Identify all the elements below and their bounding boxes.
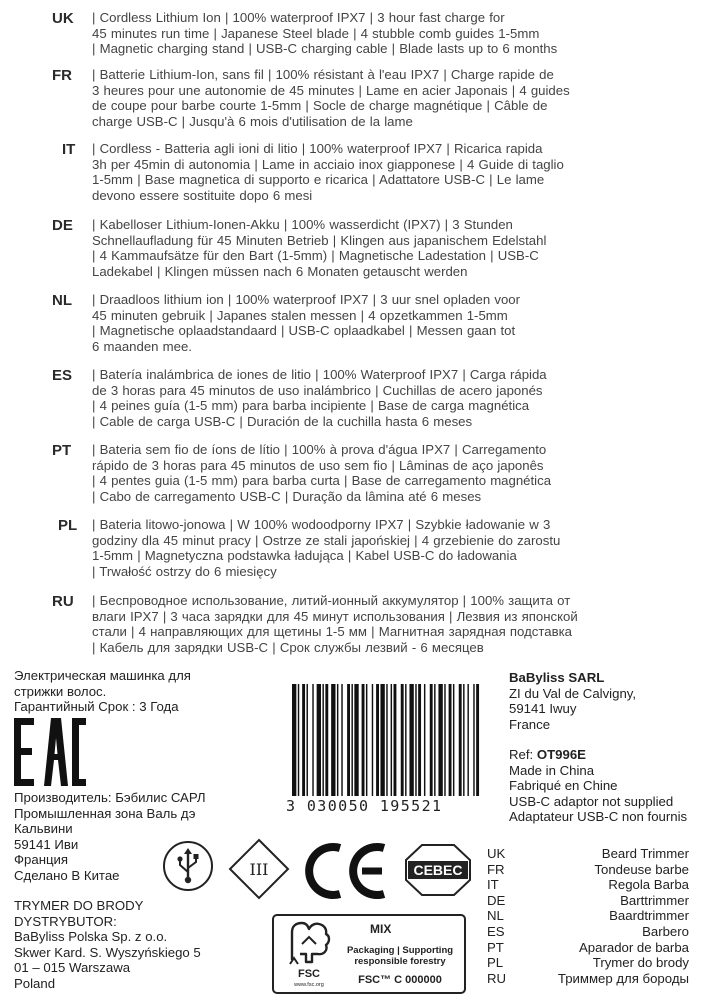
ref-label: Ref: xyxy=(509,747,534,762)
text-line: Fabriqué en Chine xyxy=(509,778,618,793)
text-line: 01 – 015 Warszawa xyxy=(14,960,131,975)
barcode-bar xyxy=(409,684,413,796)
text-line: devono essere sostituite dopo 6 mesi xyxy=(92,187,313,203)
lang-code: PT xyxy=(487,939,504,955)
ref-value: OT996E xyxy=(536,747,586,762)
text-line: | 4 pentes guia (1-5 mm) para barba curta | Base de carregamento magnética xyxy=(92,473,552,489)
lang-code: PL xyxy=(487,955,504,971)
product-name-row xyxy=(487,908,689,924)
product-name-row xyxy=(487,846,689,862)
barcode-bar xyxy=(438,684,442,796)
cebec-label: CEBEC xyxy=(413,862,463,878)
text-line: France xyxy=(509,716,551,732)
text-line: | Cable de carga USB-C | Duración de la cuchilla hasta 6 meses xyxy=(92,413,473,429)
text-line: DYSTRYBUTOR: xyxy=(14,913,117,929)
barcode-bar xyxy=(307,684,308,796)
text-line: BaByliss Polska Sp. z o.o. xyxy=(14,929,168,944)
barcode-bar xyxy=(430,684,433,796)
lang-description xyxy=(92,217,652,279)
barcode-bar xyxy=(302,684,305,796)
barcode-bar xyxy=(366,684,367,796)
lang-code: FR xyxy=(52,67,72,84)
class-iii-label: III xyxy=(249,860,269,879)
text-line: de 3 horas para 45 minutos de uso inalámbrico | Cuchillas de acero japonés xyxy=(92,382,543,398)
text-line: 1-5mm | Magnetyczna podstawka ładująca | Kabel USB-C do ładowania xyxy=(92,548,517,564)
text-line: | Кабель для зарядки USB-C | Срок службы лезвий - 6 месяцев xyxy=(92,639,484,655)
barcode-bar xyxy=(459,684,462,796)
text-line: | 4 peines guía (1-5 mm) para barba incipiente | Base de carga magnética xyxy=(92,398,530,414)
text-line: ZI du Val de Calvigny, xyxy=(509,685,637,701)
lang-code: PL xyxy=(58,517,78,534)
text-line: Ladekabel | Klingen müssen nach 6 Monaten getauscht werden xyxy=(92,263,468,279)
text-line: godziny dla 45 minut pracy | Ostrze ze stali japońskiej | 4 grzebienie do zarostu xyxy=(92,532,561,548)
lang-code: ES xyxy=(487,923,505,939)
lang-code: ES xyxy=(52,367,73,384)
product-name: Beard Trimmer xyxy=(601,846,689,861)
text-line: Poland xyxy=(14,975,56,991)
lang-code: NL xyxy=(52,292,72,309)
reference-info xyxy=(509,747,699,825)
lang-description xyxy=(92,367,652,429)
lang-description xyxy=(92,10,652,57)
barcode-bar xyxy=(376,684,379,796)
text-line: Adaptateur USB-C non fournis xyxy=(509,809,688,824)
cebec-icon xyxy=(402,842,474,898)
barcode-bar xyxy=(444,684,445,796)
barcode-bar xyxy=(325,684,328,796)
product-names-table xyxy=(487,846,689,986)
lang-code: DE xyxy=(487,892,506,908)
text-line: Электрическая машинка для xyxy=(14,668,191,683)
barcode-bar xyxy=(467,684,468,796)
product-name: Aparador de barba xyxy=(579,939,689,955)
barcode-bar xyxy=(312,684,313,796)
text-line: влаги IPX7 | 3 часа зарядки для 45 минут использования | Лезвия из японской xyxy=(92,608,578,624)
text-line: TRYMER DO BRODY xyxy=(14,898,144,913)
product-name-row xyxy=(487,862,689,878)
text-line: 59141 Iwuy xyxy=(509,701,577,716)
product-name-row xyxy=(487,955,689,971)
lang-code: UK xyxy=(52,10,74,27)
fsc-claim xyxy=(338,945,462,967)
text-line: charge USB-C | Jusqu'à 6 mois d'utilisation de la lame xyxy=(92,113,413,129)
fsc-claim-line: responsible forestry xyxy=(354,956,446,967)
class-iii-icon xyxy=(228,838,290,900)
product-name: Tondeuse barbe xyxy=(594,861,689,877)
text-line: | Kabelloser Lithium-Ionen-Akku | 100% wasserdicht (IPX7) | 3 Stunden xyxy=(92,217,513,232)
text-line: | Trwałość ostrzy do 6 miesięcy xyxy=(92,563,277,579)
lang-description xyxy=(92,67,652,129)
lang-description xyxy=(92,593,652,655)
barcode-bar xyxy=(322,684,323,796)
lang-code: IT xyxy=(487,877,499,893)
text-line: 45 minutes run time | Japanese Steel blade | 4 stubble comb guides 1-5mm xyxy=(92,25,540,41)
barcode-digits: 3 030050 195521 xyxy=(286,797,443,815)
text-line: | Bateria sem fio de íons de lítio | 100% à prova d'água IPX7 | Carregamento xyxy=(92,442,547,457)
lang-code: FR xyxy=(487,861,505,877)
text-line: | Magnetic charging stand | USB-C charging cable | Blade lasts up to 6 months xyxy=(92,41,558,57)
text-line: | Batterie Lithium-Ion, sans fil | 100% résistant à l'eau IPX7 | Charge rapide de xyxy=(92,67,554,82)
text-line: | Bateria litowo-jonowa | W 100% wodoodporny IPX7 | Szybkie ładowanie w 3 xyxy=(92,517,551,532)
barcode-bar xyxy=(415,684,416,796)
product-name-row xyxy=(487,924,689,940)
barcode-bar xyxy=(372,684,373,796)
barcode-bar xyxy=(380,684,384,796)
lang-code: IT xyxy=(62,141,76,158)
pl-distributor-info xyxy=(14,898,274,991)
barcode-bar xyxy=(362,684,365,796)
text-line: Гарантийный Срок : 3 Года xyxy=(14,699,179,714)
barcode-bar xyxy=(331,684,335,796)
text-line: Производитель: Бэбилис САРЛ xyxy=(14,790,206,805)
text-line: de coupe pour barbe courte 1-5mm | Socle de charge magnétique | Câble de xyxy=(92,98,548,114)
fsc-claim-line: Packaging | Supporting xyxy=(346,945,454,956)
text-line: USB-C adaptor not supplied xyxy=(509,793,674,809)
text-line: 45 minuten gebruik | Japanes stalen messen | 4 opzetkammen 1-5mm xyxy=(92,307,508,323)
barcode-bar xyxy=(347,684,350,796)
text-line: | 4 Kammaufsätze für den Bart (1-5mm) | Magnetische Ladestation | USB-C xyxy=(92,248,539,264)
barcode-bar xyxy=(418,684,421,796)
text-line: 3 heures pour une autonomie de 45 minutes | Lame en acier Japonais | 4 guides xyxy=(92,82,570,98)
text-line: | Cabo de carregamento USB-C | Duração da lâmina até 6 meses xyxy=(92,488,482,504)
barcode-bar xyxy=(453,684,454,796)
lang-description xyxy=(92,517,652,579)
fsc-url: www.fsc.org xyxy=(294,982,324,988)
barcode-bar xyxy=(386,684,387,796)
lang-code: UK xyxy=(487,846,506,861)
text-line: Сделано В Китае xyxy=(14,867,120,883)
product-name: Regola Barba xyxy=(608,877,689,893)
product-name: Trymer do brody xyxy=(592,955,689,971)
text-line: Кальвини xyxy=(14,821,73,836)
text-line: Skwer Kard. S. Wyszyńskiego 5 xyxy=(14,944,201,960)
text-line: 59141 Иви xyxy=(14,836,79,852)
text-line: | Batería inalámbrica de iones de litio | 100% Waterproof IPX7 | Carga rápida xyxy=(92,367,547,382)
barcode-bar xyxy=(298,684,299,796)
product-name: Barttrimmer xyxy=(620,892,689,908)
text-line: Made in China xyxy=(509,762,595,778)
barcode-bar xyxy=(317,684,321,796)
lang-description xyxy=(92,141,652,203)
ru-product-info xyxy=(14,668,274,715)
lang-description xyxy=(92,442,652,504)
barcode-bar xyxy=(337,684,338,796)
usb-icon xyxy=(162,840,214,892)
barcode-bar xyxy=(405,684,406,796)
text-line: rápido de 3 horas para 45 minutos de uso sem fio | Lâminas de aço japonês xyxy=(92,457,544,473)
text-line: стрижки волос. xyxy=(14,683,107,699)
barcode-bar xyxy=(424,684,425,796)
barcode-bar xyxy=(449,684,452,796)
fsc-logo-text: FSC xyxy=(298,968,320,980)
product-name-row xyxy=(487,971,689,987)
lang-description xyxy=(92,292,652,354)
barcode xyxy=(286,682,486,812)
barcode-bar xyxy=(391,684,392,796)
product-name: Триммер для бороды xyxy=(557,970,689,986)
eac-mark-icon xyxy=(14,718,86,786)
fsc-mix: MIX xyxy=(370,922,392,936)
product-name-row xyxy=(487,877,689,893)
ref-line xyxy=(509,747,699,763)
product-name-row xyxy=(487,940,689,956)
barcode-bar xyxy=(401,684,404,796)
text-line: | Беспроводное использование, литий-ионный аккумулятор | 100% защита от xyxy=(92,593,571,608)
lang-code: DE xyxy=(52,217,73,234)
barcode-bar xyxy=(463,684,464,796)
text-line: стали | 4 направляющих для щетины 1-5 мм | Магнитная зарядная подставка xyxy=(92,624,573,640)
lang-code: RU xyxy=(487,970,507,986)
ce-mark-icon xyxy=(302,842,390,900)
text-line: | Draadloos lithium ion | 100% waterproof IPX7 | 3 uur snel opladen voor xyxy=(92,292,521,307)
barcode-bar xyxy=(292,684,296,796)
lang-code: RU xyxy=(52,593,74,610)
lang-code: PT xyxy=(52,442,72,459)
text-line: | Cordless - Batteria agli ioni di litio | 100% waterproof IPX7 | Ricarica rapida xyxy=(92,141,543,156)
text-line: 1-5mm | Base magnetica di supporto e ricarica | Adattatore USB-C | Le lame xyxy=(92,172,545,188)
product-name: Barbero xyxy=(642,923,689,939)
fsc-tree-icon xyxy=(286,920,332,968)
barcode-bar xyxy=(476,684,479,796)
lang-code: NL xyxy=(487,908,504,924)
company-info xyxy=(509,670,699,732)
barcode-bar xyxy=(354,684,358,796)
text-line: 3h per 45min di autonomia | Lame in acciaio inox giapponese | 4 Guide di taglio xyxy=(92,156,564,172)
text-line: 6 maanden mee. xyxy=(92,338,192,354)
barcode-bar xyxy=(351,684,352,796)
company-name: BaByliss SARL xyxy=(509,670,605,685)
text-line: Промышленная зона Валь дэ xyxy=(14,805,196,821)
fsc-license-code: FSC™ C 000000 xyxy=(358,974,442,986)
barcode-bar xyxy=(394,684,397,796)
barcode-bar xyxy=(434,684,435,796)
text-line: | Cordless Lithium Ion | 100% waterproof IPX7 | 3 hour fast charge for xyxy=(92,10,505,25)
text-line: Schnellaufladung für 45 Minuten Betrieb | Klingen aus japanischem Edelstahl xyxy=(92,232,547,248)
text-line: | Magnetische oplaadstandaard | USB-C oplaadkabel | Messen gaan tot xyxy=(92,323,516,339)
barcode-bar xyxy=(473,684,474,796)
product-name-row xyxy=(487,893,689,909)
text-line: Франция xyxy=(14,852,69,867)
product-name: Baardtrimmer xyxy=(609,908,689,924)
barcode-bar xyxy=(341,684,342,796)
